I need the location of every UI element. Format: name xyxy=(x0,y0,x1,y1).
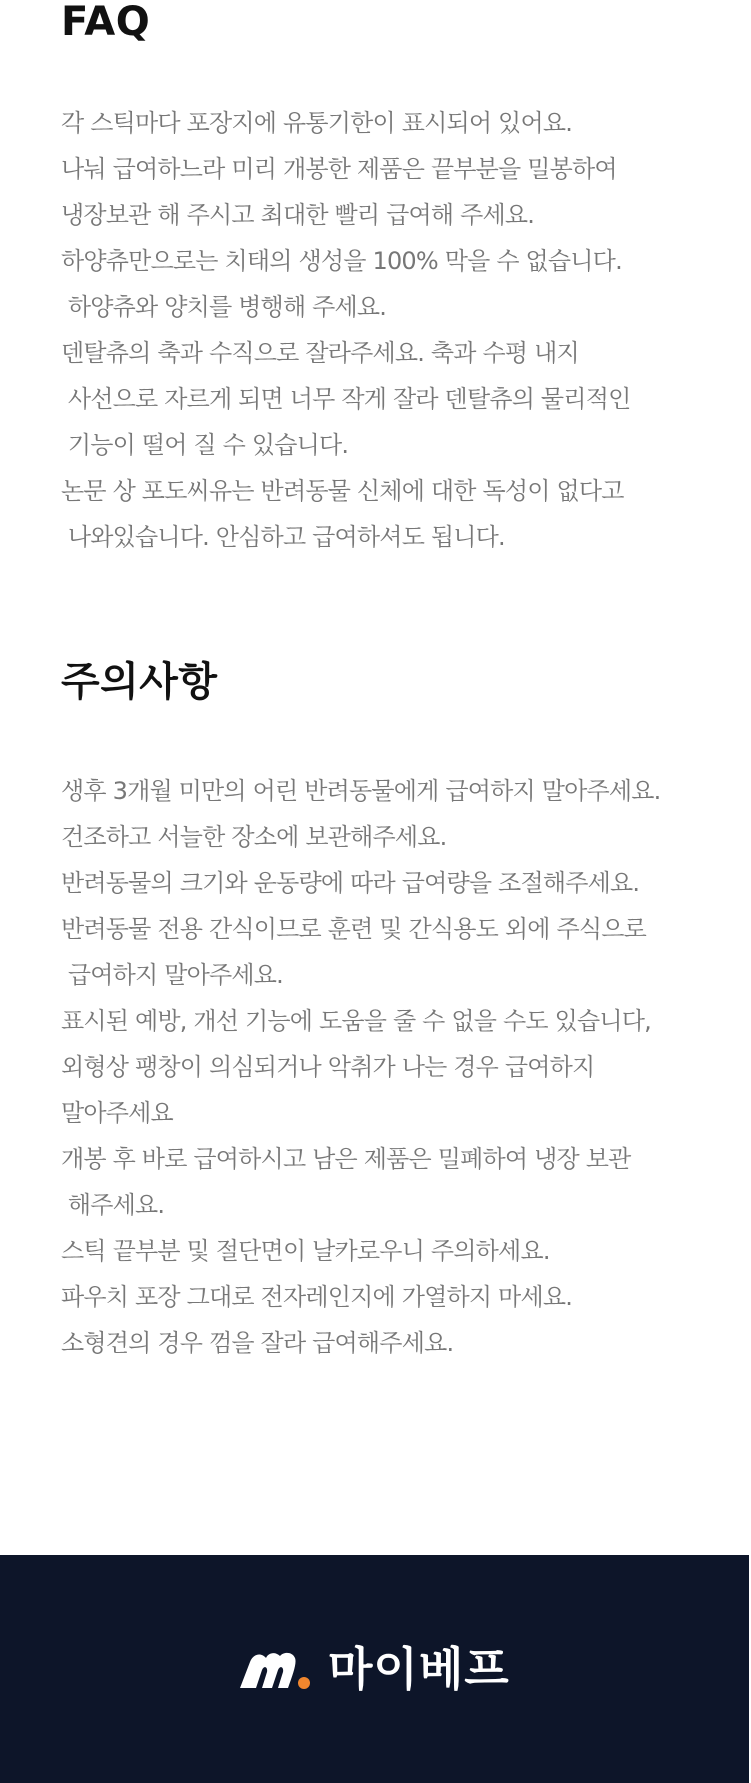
caution-line: 표시된 예방, 개선 기능에 도움을 줄 수 없을 수도 있습니다, xyxy=(61,1007,651,1035)
caution-line: 말아주세요 xyxy=(61,1099,173,1127)
faq-line: 냉장보관 해 주시고 최대한 빨리 급여해 주세요. xyxy=(61,201,535,229)
caution-line: 스틱 끝부분 및 절단면이 날카로우니 주의하세요. xyxy=(61,1237,550,1265)
brand-name: 마이베프 xyxy=(328,1642,510,1696)
caution-line: 소형견의 경우 껌을 잘라 급여해주세요. xyxy=(61,1329,454,1357)
caution-line: 반려동물 전용 간식이므로 훈련 및 간식용도 외에 주식으로 xyxy=(61,915,647,943)
caution-line: 급여하지 말아주세요. xyxy=(61,961,283,989)
faq-line: 나눠 급여하느라 미리 개봉한 제품은 끝부분을 밀봉하여 xyxy=(61,155,617,183)
faq-line: 하양츄만으로는 치태의 생성을 100% 막을 수 없습니다. xyxy=(61,247,622,275)
caution-line: 반려동물의 크기와 운동량에 따라 급여량을 조절해주세요. xyxy=(61,869,640,897)
faq-line: 나와있습니다. 안심하고 급여하셔도 됩니다. xyxy=(61,523,505,551)
caution-section xyxy=(61,660,721,1366)
footer xyxy=(0,1555,751,1783)
faq-section xyxy=(61,0,721,560)
caution-line: 개봉 후 바로 급여하시고 남은 제품은 밀폐하여 냉장 보관 xyxy=(61,1145,631,1173)
faq-line: 논문 상 포도씨유는 반려동물 신체에 대한 독성이 없다고 xyxy=(61,477,624,505)
faq-line: 기능이 떨어 질 수 있습니다. xyxy=(61,431,349,459)
faq-line: 각 스틱마다 포장지에 유통기한이 표시되어 있어요. xyxy=(61,109,573,137)
mybef-m-logo-icon xyxy=(236,1646,316,1692)
caution-line: 생후 3개월 미만의 어린 반려동물에게 급여하지 말아주세요. xyxy=(61,777,661,805)
faq-list xyxy=(61,100,721,560)
caution-line: 파우치 포장 그대로 전자레인지에 가열하지 마세요. xyxy=(61,1283,573,1311)
faq-line: 사선으로 자르게 되면 너무 작게 잘라 덴탈츄의 물리적인 xyxy=(61,385,631,413)
caution-list xyxy=(61,768,721,1366)
faq-line: 덴탈츄의 축과 수직으로 잘라주세요. 축과 수평 내지 xyxy=(61,339,579,367)
caution-line: 해주세요. xyxy=(61,1191,165,1219)
caution-line: 건조하고 서늘한 장소에 보관해주세요. xyxy=(61,823,447,851)
faq-title: FAQ xyxy=(61,0,151,45)
caution-title: 주의사항 xyxy=(61,659,218,705)
brand-logo xyxy=(236,1639,510,1699)
faq-line: 하양츄와 양치를 병행해 주세요. xyxy=(61,293,387,321)
caution-line: 외형상 팽창이 의심되거나 악취가 나는 경우 급여하지 xyxy=(61,1053,595,1081)
